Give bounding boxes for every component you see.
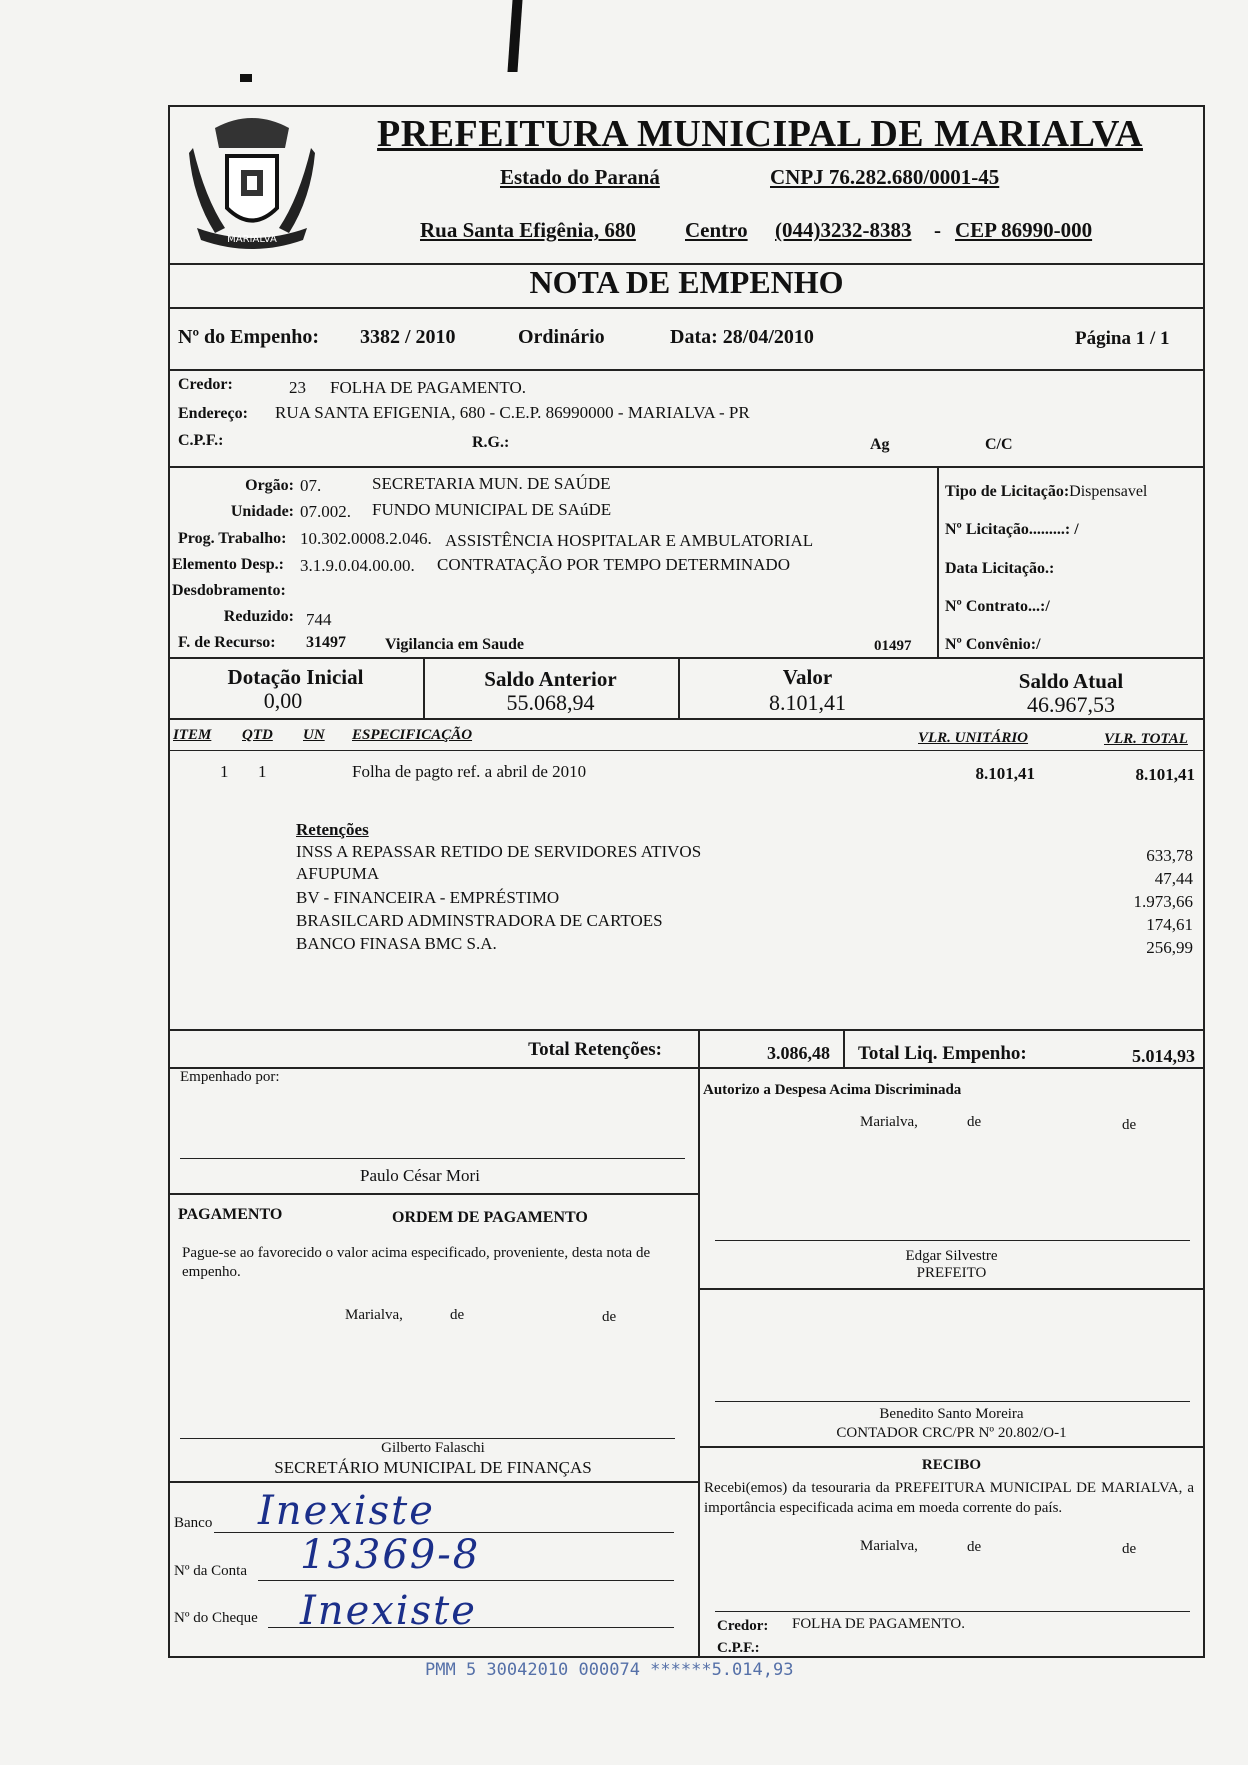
elemento-code: 3.1.9.0.04.00.00. bbox=[300, 556, 415, 575]
cheque-label: Nº do Cheque bbox=[174, 1610, 258, 1626]
divider bbox=[168, 466, 1205, 468]
credor-code: 23 bbox=[289, 378, 306, 397]
valor-label: Valor bbox=[782, 665, 833, 689]
empenho-number: 3382 / 2010 bbox=[360, 326, 456, 348]
divider bbox=[168, 1029, 1205, 1031]
prefeito-cargo: PREFEITO bbox=[916, 1265, 987, 1281]
empenho-date: Data: 28/04/2010 bbox=[670, 326, 814, 348]
header-cnpj: CNPJ 76.282.680/0001-45 bbox=[770, 165, 1000, 189]
retencao-desc: BV - FINANCEIRA - EMPRÉSTIMO bbox=[296, 888, 560, 907]
divider bbox=[698, 1446, 1205, 1448]
recibo-title: RECIBO bbox=[921, 1457, 982, 1473]
de-label: de bbox=[967, 1539, 982, 1555]
banco-handwriting: Inexiste bbox=[258, 1488, 435, 1534]
reduzido-label: Reduzido: bbox=[223, 608, 294, 625]
item-total-value: 8.101,41 bbox=[1135, 765, 1195, 784]
fonte-name: Vigilancia em Saude bbox=[385, 636, 524, 653]
ordem-pagamento-label: ORDEM DE PAGAMENTO bbox=[392, 1209, 588, 1226]
col-vlr-total: VLR. TOTAL bbox=[1104, 731, 1188, 747]
divider bbox=[168, 718, 1205, 720]
signature-line bbox=[180, 1438, 675, 1439]
prefeito-nome: Edgar Silvestre bbox=[905, 1248, 998, 1264]
retencao-desc: BRASILCARD ADMINSTRADORA DE CARTOES bbox=[296, 911, 663, 930]
endereco-value: RUA SANTA EFIGENIA, 680 - C.E.P. 86990000 - MARIALVA - PR bbox=[275, 403, 750, 422]
signature-line bbox=[180, 1158, 685, 1159]
divider bbox=[168, 1067, 1205, 1069]
item-number: 1 bbox=[220, 762, 229, 781]
prog-label: Prog. Trabalho: bbox=[178, 530, 287, 547]
machine-stamp: PMM 5 30042010 000074 ******5.014,93 bbox=[425, 1660, 794, 1680]
autorizo-label: Autorizo a Despesa Acima Discriminada bbox=[703, 1082, 962, 1098]
empenho-number-label: Nº do Empenho: bbox=[178, 326, 320, 348]
recibo-credor: FOLHA DE PAGAMENTO. bbox=[792, 1616, 965, 1632]
col-qtd: QTD bbox=[242, 727, 273, 743]
crest-icon bbox=[185, 108, 319, 258]
signature-line bbox=[715, 1401, 1190, 1402]
empenhado-nome: Paulo César Mori bbox=[360, 1166, 480, 1185]
valor-value: 8.101,41 bbox=[769, 690, 846, 715]
conta-line bbox=[258, 1580, 674, 1581]
retencao-desc: AFUPUMA bbox=[296, 864, 380, 883]
recibo-texto: Recebi(emos) da tesouraria da PREFEITURA MUNICIPAL DE MARIALVA, a importância especificada acima em moeda corrente do país. bbox=[704, 1480, 1194, 1516]
pagamento-label: PAGAMENTO bbox=[178, 1206, 283, 1223]
divider bbox=[168, 1481, 698, 1483]
de-label: de bbox=[1122, 1117, 1137, 1133]
divider-vertical bbox=[698, 1029, 700, 1658]
banco-label: Banco bbox=[174, 1515, 213, 1531]
header-state: Estado do Paraná bbox=[500, 165, 660, 189]
cheque-handwriting: Inexiste bbox=[300, 1588, 477, 1634]
total-liquido-label: Total Liq. Empenho: bbox=[858, 1043, 1027, 1064]
contador-nome: Benedito Santo Moreira bbox=[879, 1406, 1024, 1422]
licitacao-number: Nº Licitação.........: / bbox=[945, 521, 1079, 538]
divider-vertical bbox=[843, 1029, 845, 1068]
divider bbox=[168, 369, 1205, 371]
divider bbox=[168, 1193, 698, 1195]
retencao-desc: BANCO FINASA BMC S.A. bbox=[296, 934, 497, 953]
credor-name: FOLHA DE PAGAMENTO. bbox=[330, 378, 526, 397]
de-label: de bbox=[967, 1114, 982, 1130]
orgao-label: Orgão: bbox=[245, 477, 294, 494]
saldo-anterior-value: 55.068,94 bbox=[506, 690, 595, 715]
pague-texto: Pague-se ao favorecido o valor acima especificado, proveniente, desta nota de empenho. bbox=[182, 1245, 651, 1280]
credor-label: Credor: bbox=[178, 376, 233, 393]
item-unit-value: 8.101,41 bbox=[975, 764, 1035, 783]
col-vlr-unitario: VLR. UNITÁRIO bbox=[918, 730, 1029, 746]
secretario-nome: Gilberto Falaschi bbox=[381, 1440, 485, 1456]
header-phone: (044)3232-8383 bbox=[775, 218, 912, 242]
signature-line bbox=[715, 1240, 1190, 1241]
desdobramento-label: Desdobramento: bbox=[172, 582, 286, 599]
unidade-label: Unidade: bbox=[230, 503, 294, 520]
dotacao-inicial-value: 0,00 bbox=[263, 688, 303, 713]
conta-handwriting: 13369-8 bbox=[300, 1532, 481, 1578]
licitacao-tipo: Dispensavel bbox=[1069, 483, 1148, 500]
col-un: UN bbox=[303, 727, 325, 743]
header-title: PREFEITURA MUNICIPAL DE MARIALVA bbox=[377, 113, 1143, 155]
page-number: Página 1 / 1 bbox=[1075, 328, 1170, 349]
item-qtd: 1 bbox=[258, 762, 267, 781]
conta-label: Nº da Conta bbox=[174, 1563, 247, 1579]
elemento-name: CONTRATAÇÃO POR TEMPO DETERMINADO bbox=[437, 555, 790, 574]
total-retencoes-label: Total Retenções: bbox=[528, 1039, 662, 1060]
col-especificacao: ESPECIFICAÇÃO bbox=[352, 727, 473, 743]
reduzido-value: 744 bbox=[306, 610, 332, 629]
cc-label: C/C bbox=[985, 436, 1013, 453]
header-district: Centro bbox=[685, 218, 748, 242]
document-title: NOTA DE EMPENHO bbox=[529, 264, 844, 300]
fonte-code: 31497 bbox=[306, 634, 346, 651]
prog-name: ASSISTÊNCIA HOSPITALAR E AMBULATORIAL bbox=[445, 531, 814, 550]
divider-vertical bbox=[937, 466, 939, 658]
col-item: ITEM bbox=[173, 727, 212, 743]
convenio: Nº Convênio:/ bbox=[945, 636, 1041, 653]
divider bbox=[698, 1288, 1205, 1290]
fonte-label: F. de Recurso: bbox=[178, 634, 276, 651]
retencoes-title: Retenções bbox=[296, 820, 369, 839]
de-label: de bbox=[450, 1307, 465, 1323]
orgao-name: SECRETARIA MUN. DE SAÚDE bbox=[372, 474, 611, 493]
endereco-label: Endereço: bbox=[178, 405, 248, 422]
de-label: de bbox=[602, 1309, 617, 1325]
orgao-code: 07. bbox=[300, 476, 322, 495]
unidade-code: 07.002. bbox=[300, 502, 351, 521]
header-separator: - bbox=[934, 218, 941, 242]
scan-mark-small bbox=[240, 74, 252, 82]
empenhado-label: Empenhado por: bbox=[180, 1069, 280, 1085]
retencao-value: 47,44 bbox=[1154, 869, 1193, 888]
fonte-number: 01497 bbox=[874, 638, 912, 654]
contador-cargo: CONTADOR CRC/PR Nº 20.802/O-1 bbox=[836, 1425, 1067, 1441]
de-label: de bbox=[1122, 1541, 1137, 1557]
retencao-value: 1.973,66 bbox=[1133, 892, 1193, 911]
prog-code: 10.302.0008.2.046. bbox=[300, 529, 432, 548]
retencao-value: 174,61 bbox=[1146, 915, 1193, 934]
recibo-credor-label: Credor: bbox=[717, 1618, 769, 1634]
retencao-value: 633,78 bbox=[1146, 846, 1193, 865]
divider bbox=[168, 307, 1205, 309]
retencao-value: 256,99 bbox=[1146, 938, 1193, 957]
cheque-line bbox=[268, 1627, 674, 1628]
signature-line bbox=[715, 1611, 1190, 1612]
licitacao-date: Data Licitação.: bbox=[945, 560, 1055, 577]
contrato: Nº Contrato...:/ bbox=[945, 598, 1050, 615]
unidade-name: FUNDO MUNICIPAL DE SAúDE bbox=[372, 500, 612, 519]
crest-text: MARIALVA bbox=[227, 234, 277, 245]
divider bbox=[168, 750, 1205, 751]
total-liquido-value: 5.014,93 bbox=[1132, 1046, 1195, 1066]
recibo-cpf-label: C.P.F.: bbox=[717, 1640, 760, 1656]
ag-label: Ag bbox=[870, 436, 890, 453]
empenho-type: Ordinário bbox=[518, 326, 605, 348]
marialva-label: Marialva, bbox=[860, 1538, 918, 1554]
dotacao-inicial-label: Dotação Inicial bbox=[227, 665, 364, 689]
item-description: Folha de pagto ref. a abril de 2010 bbox=[352, 762, 587, 781]
header-cep: CEP 86990-000 bbox=[955, 218, 1093, 242]
retencao-desc: INSS A REPASSAR RETIDO DE SERVIDORES ATIVOS bbox=[296, 842, 702, 861]
secretario-cargo: SECRETÁRIO MUNICIPAL DE FINANÇAS bbox=[274, 1458, 592, 1477]
header-address: Rua Santa Efigênia, 680 bbox=[420, 218, 636, 242]
scan-mark bbox=[507, 0, 522, 72]
total-retencoes-value: 3.086,48 bbox=[767, 1043, 830, 1063]
divider bbox=[168, 657, 1205, 659]
marialva-label: Marialva, bbox=[860, 1114, 918, 1130]
saldo-atual-label: Saldo Atual bbox=[1018, 669, 1124, 693]
saldo-atual-value: 46.967,53 bbox=[1027, 692, 1115, 717]
cpf-label: C.P.F.: bbox=[178, 432, 224, 449]
marialva-label: Marialva, bbox=[345, 1307, 403, 1323]
saldo-anterior-label: Saldo Anterior bbox=[484, 667, 617, 691]
elemento-label: Elemento Desp.: bbox=[172, 556, 284, 573]
rg-label: R.G.: bbox=[472, 434, 510, 451]
licitacao-tipo-label: Tipo de Licitação:Dispensavel bbox=[945, 483, 1148, 500]
